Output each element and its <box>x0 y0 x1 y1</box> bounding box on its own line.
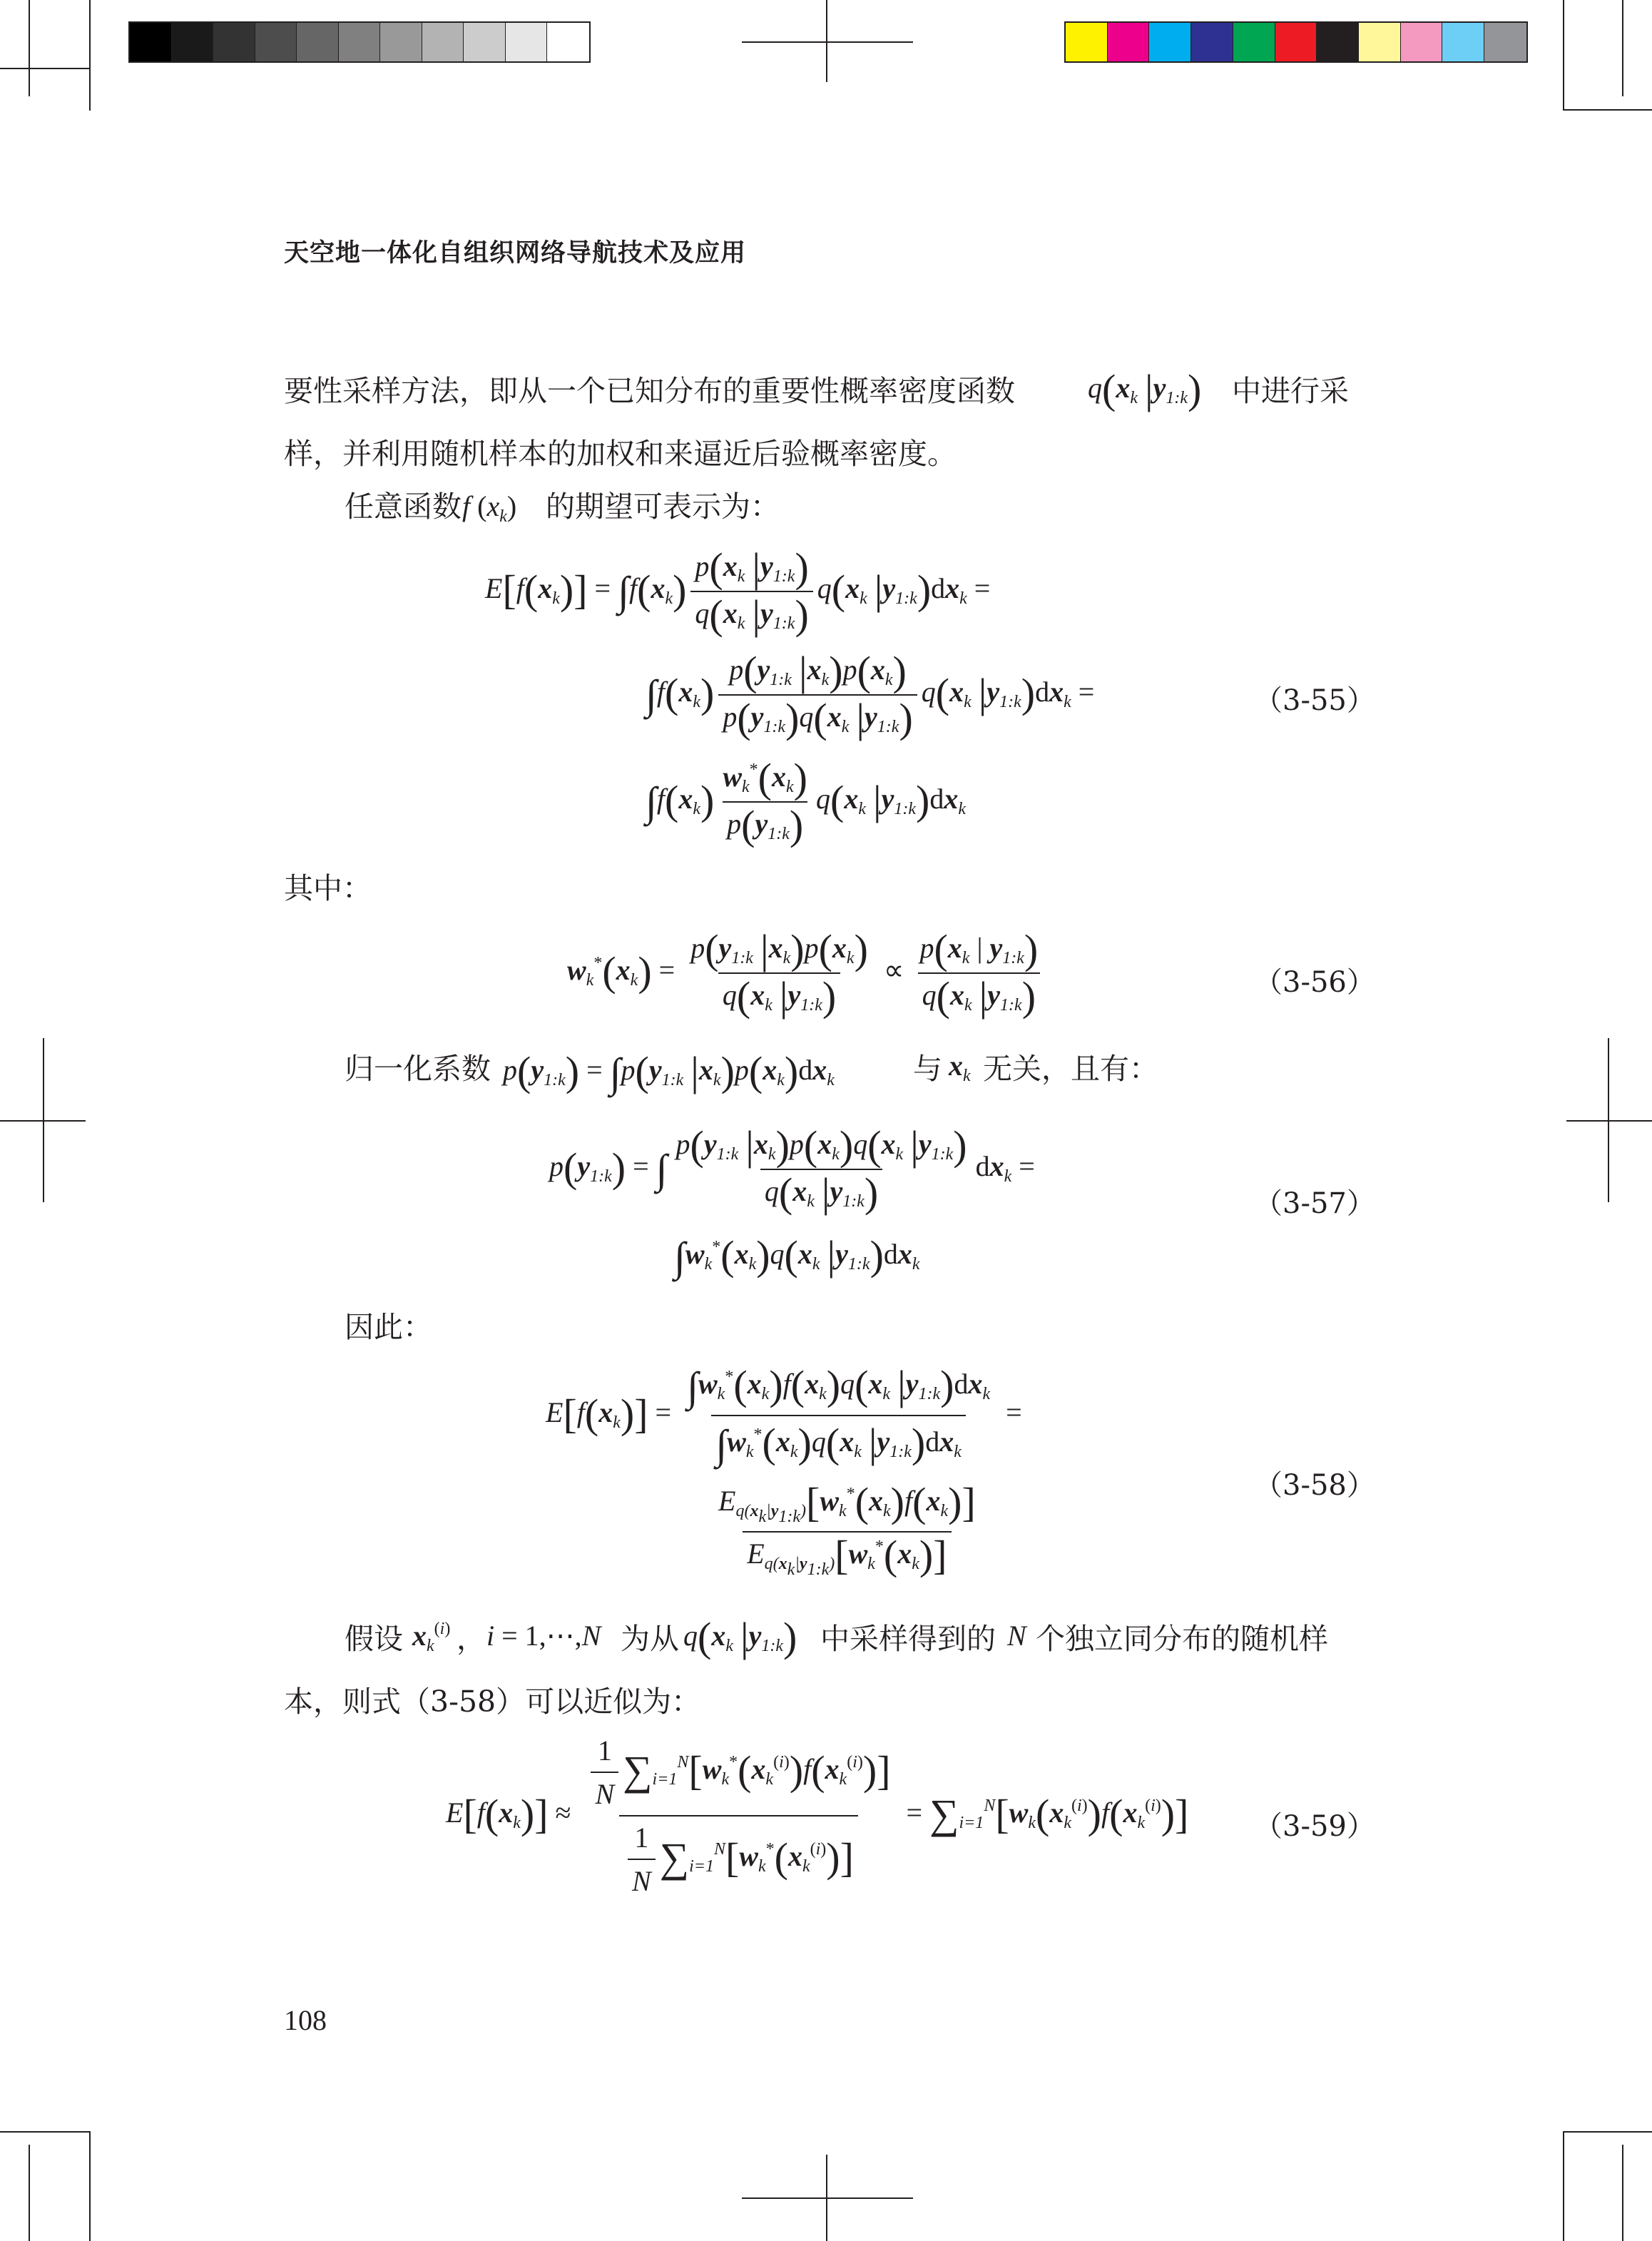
registration-mark <box>742 2197 913 2199</box>
equation-number: （3-59） <box>1254 1810 1375 1843</box>
paragraph-text: 为从 <box>621 1622 679 1656</box>
equation-3-55-line1: $E[f(x_k)] = \int f(x_k)$ $\frac{p(x_k |y_{1:k})}{q(x_k |y_{1:k})}$ $q(x_k$ $|y_{1:k})dx_k$ = <box>485 544 991 638</box>
registration-mark <box>742 41 913 43</box>
color-control-strip <box>1064 21 1528 63</box>
equation-number: （3-55） <box>1254 684 1375 717</box>
crop-mark <box>1622 2145 1623 2241</box>
paragraph-text: 因此： <box>345 1310 432 1344</box>
color-swatch <box>1108 23 1150 61</box>
crop-mark <box>0 68 89 69</box>
paragraph-text: ， <box>457 1622 486 1656</box>
crop-mark <box>29 0 30 96</box>
inline-formula-q: $q(x_k$ $|y_{1:k}$) <box>683 1614 797 1660</box>
crop-mark <box>89 2131 91 2241</box>
color-swatch <box>1233 23 1275 61</box>
equation-number: （3-57） <box>1254 1187 1375 1220</box>
equation-3-58-line1: $E[f(x_k)]$ = $\frac{\int w_k^*(x_k)f(x_k)q(x_k |y_{1:k})dx_k}{\int w_k^*(x_k)q(x_k |y_{1:k})dx_k}$ = <box>546 1362 1022 1468</box>
paragraph-text: 任意函数 <box>345 489 462 524</box>
paragraph-text: 归一化系数 <box>345 1052 491 1086</box>
crop-mark <box>1563 2131 1652 2133</box>
color-swatch <box>1191 23 1233 61</box>
inline-formula-sample: $x_k^{(i)}$ <box>412 1620 451 1655</box>
color-swatch <box>380 23 422 61</box>
color-swatch <box>1484 23 1526 61</box>
equation-3-55-line3: $\int f(x_k)$ $\frac{w_k^*(x_k)}{p(y_{1:k})}$ $q(x_k$ $|y_{1:k})dx_k$ <box>646 755 966 848</box>
inline-formula-normalizer: $p(y_{1:k}) = \int p(y_{1:k}$ $|x_k)p(x_k)dx_k$ <box>503 1048 835 1096</box>
color-swatch <box>172 23 214 61</box>
page-number: 108 <box>284 2004 327 2036</box>
equation-number: （3-58） <box>1254 1469 1375 1502</box>
color-swatch <box>1317 23 1359 61</box>
paragraph-text: 与 <box>913 1052 942 1086</box>
color-swatch <box>255 23 297 61</box>
registration-mark <box>1566 1120 1652 1122</box>
color-swatch <box>422 23 464 61</box>
crop-mark <box>1563 0 1564 111</box>
equation-3-57-line1: $p(y_{1:k})$ = ∫ $\frac{p(y_{1:k} |x_k)p(x_k)q(x_k |y_{1:k})}{q(x_k |y_{1:k})}$ $dx_k$ = <box>549 1122 1035 1216</box>
inline-formula-N: N <box>1007 1620 1026 1652</box>
paragraph-text: 假设 <box>345 1622 403 1656</box>
equation-3-58-line2: $\frac{E_{q(x_k|y_{1:k})}[w_k^*(x_k)f(x_k)]}{E_{q(x_k|y_{1:k})}[w_k^*(x_k)]}$ <box>718 1479 976 1579</box>
color-swatch <box>1401 23 1443 61</box>
crop-mark <box>0 2131 89 2133</box>
color-swatch <box>297 23 339 61</box>
crop-mark <box>1563 2131 1564 2241</box>
equation-3-59: $E[f(x_k)]$ ≈ $\frac{1}{N}$ $\sum_{i=1}^N[w_k^*(x_k^{(i)})f(x_k^{(i)})]$ $\frac{1}{N}$ $\sum_{i=1}^N[w_k^*(x_k^{(i)})]$ = $\sum_{i=1}^N[w_k(x_k^{(i)})f(x_k^{(i)})]$ <box>446 1734 1189 1897</box>
registration-mark <box>1608 1038 1609 1202</box>
running-title: 天空地一体化自组织网络导航技术及应用 <box>284 238 747 268</box>
equation-3-56: $w_k^*(x_k)$ = $\frac{p(y_{1:k} |x_k)p(x_k)}{q(x_k |y_{1:k})}$ ∝ $\frac{p(x_k | y_{1:k})}{q(x_k |y_{1:k})}$ <box>567 931 1046 1015</box>
inline-formula-fx: f $(x_k)$ <box>462 490 517 526</box>
registration-mark <box>43 1038 44 1202</box>
color-swatch <box>1275 23 1317 61</box>
paragraph-text: 其中： <box>284 871 372 905</box>
paragraph-text: 无关，且有： <box>983 1052 1158 1086</box>
crop-mark <box>29 2145 30 2241</box>
equation-3-55-line2: $\int f(x_k)$ $\frac{p(y_{1:k} |x_k)p(x_k)}{p(y_{1:k})q(x_k |y_{1:k})}$ $q(x_k$ $|y_{1:k})dx_k$ = <box>646 648 1095 741</box>
paragraph-text: 中进行采 <box>1232 374 1349 408</box>
color-swatch <box>506 23 548 61</box>
color-swatch <box>339 23 381 61</box>
color-swatch <box>213 23 255 61</box>
paragraph-text: 本，则式（3-58）可以近似为： <box>284 1684 701 1719</box>
color-swatch <box>1149 23 1191 61</box>
crop-mark <box>89 0 91 111</box>
color-swatch <box>1359 23 1401 61</box>
color-swatch <box>547 23 589 61</box>
paragraph-line <box>284 374 1015 408</box>
paragraph-text: 的期望可表示为： <box>546 489 780 524</box>
color-swatch <box>130 23 172 61</box>
color-swatch <box>1066 23 1108 61</box>
inline-formula-q: $q(x_k$ $|y_{1:k}$) <box>1088 366 1202 412</box>
grayscale-control-strip <box>128 21 591 63</box>
crop-mark <box>1563 109 1652 111</box>
equation-3-57-line2: $\int w_k^*(x_k)q(x_k$ $|y_{1:k})dx_k$ <box>674 1232 920 1280</box>
color-swatch <box>464 23 506 61</box>
paragraph-text: 中采样得到的 <box>820 1622 996 1656</box>
registration-mark <box>826 0 827 82</box>
crop-mark <box>1622 0 1623 96</box>
registration-mark <box>826 2155 827 2241</box>
paragraph-text: 个独立同分布的随机样 <box>1036 1622 1328 1656</box>
equation-number: （3-56） <box>1254 966 1375 999</box>
paragraph-text: 样，并利用随机样本的加权和来逼近后验概率密度。 <box>284 437 957 471</box>
color-swatch <box>1442 23 1484 61</box>
inline-formula-index-range: i = 1,⋯,N <box>486 1620 601 1652</box>
paragraph-text: 要性采样方法，即从一个已知分布的重要性概率密度函数 <box>284 374 1015 408</box>
inline-formula-xk: $x_k$ <box>949 1050 971 1085</box>
